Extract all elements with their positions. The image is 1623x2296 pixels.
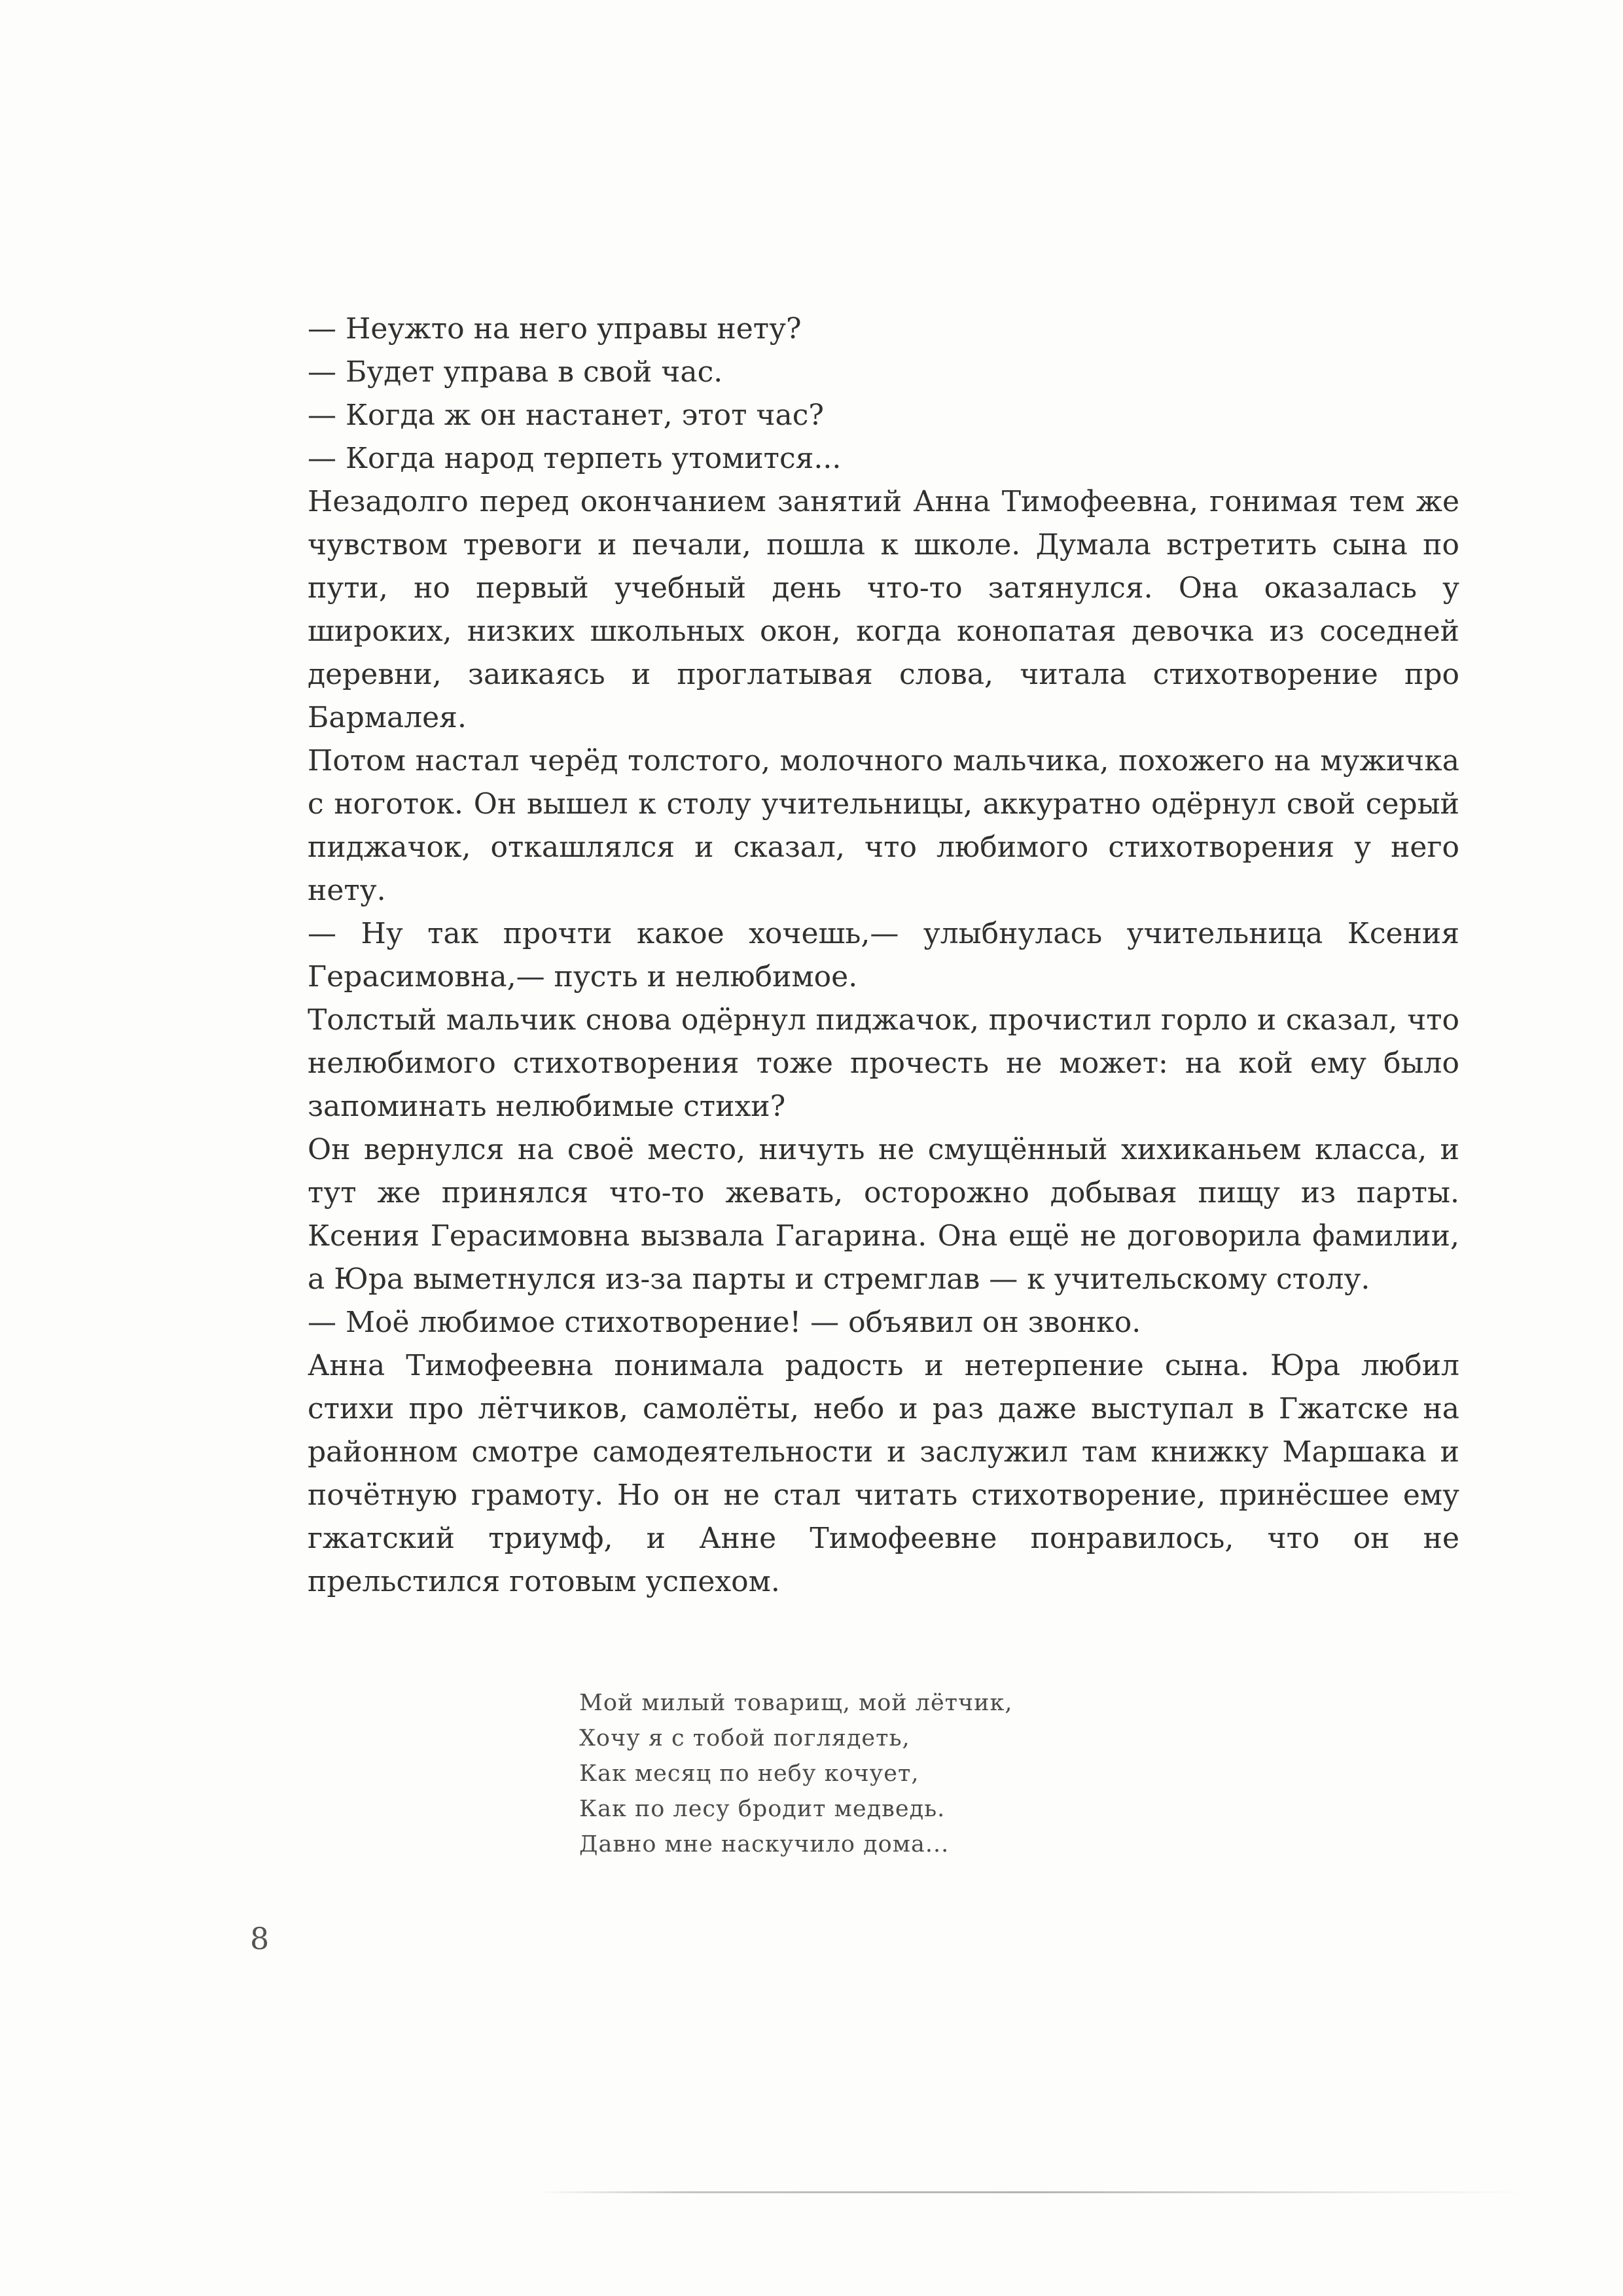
paragraph-dialog: — Моё любимое стихотворение! — объявил он звонко. (308, 1306, 1141, 1339)
poem-line: Давно мне наскучило дома... (579, 1831, 950, 1857)
paragraph-dialog: — Будет управа в свой час. (308, 355, 723, 389)
poem-line: Хочу я с тобой поглядеть, (579, 1725, 910, 1751)
paragraph: Потом настал черёд толстого, молочного мальчика, похожего на мужичка с ноготок. Он вышел к столу учительницы, аккуратно одёрнул свой серый пиджачок, откашлялся и сказал, что любимого стихотворения у него нету. (308, 744, 1459, 907)
scan-edge-mark (537, 2191, 1531, 2193)
poem-quote (579, 1685, 1013, 1862)
paragraph-dialog: — Неужто на него управы нету? (308, 312, 802, 346)
paragraph: — Ну так прочти какое хочешь,— улыбнулась учительница Ксения Герасимовна,— пусть и нелюбимое. (308, 917, 1459, 994)
paragraph-dialog: — Когда народ терпеть утомится... (308, 442, 842, 475)
poem-line: Мой милый товарищ, мой лётчик, (579, 1690, 1013, 1716)
main-text (308, 308, 1459, 1604)
paragraph: Он вернулся на своё место, ничуть не смущённый хихиканьем класса, и тут же принялся что-то жевать, осторожно добывая пищу из парты. Ксения Герасимовна вызвала Гагарина. Она ещё не договорила фамилии, а Юра выметнулся из-за парты и стремглав — к учительскому столу. (308, 1133, 1459, 1296)
poem-line: Как по лесу бродит медведь. (579, 1796, 946, 1822)
paragraph: Незадолго перед окончанием занятий Анна Тимофеевна, гонимая тем же чувством тревоги и печали, пошла к школе. Думала встретить сына по пути, но первый учебный день что-то затянулся. Она оказалась у широких, низких школьных окон, когда конопатая девочка из соседней деревни, заикаясь и проглатывая слова, читала стихотворение про Бармалея. (308, 485, 1459, 734)
paragraph: Толстый мальчик снова одёрнул пиджачок, прочистил горло и сказал, что нелюбимого стихотворения тоже прочесть не может: на кой ему было запоминать нелюбимые стихи? (308, 1003, 1459, 1123)
paragraph-dialog: — Когда ж он настанет, этот час? (308, 399, 824, 432)
poem-line: Как месяц по небу кочует, (579, 1761, 919, 1787)
page-number: 8 (250, 1921, 270, 1956)
paragraph: Анна Тимофеевна понимала радость и нетерпение сына. Юра любил стихи про лётчиков, самолёты, небо и раз даже выступал в Гжатске на районном смотре самодеятельности и заслужил там книжку Маршака и почётную грамоту. Но он не стал читать стихотворение, принёсшее ему гжатский триумф, и Анне Тимофеевне понравилось, что он не прельстился готовым успехом. (308, 1349, 1459, 1598)
